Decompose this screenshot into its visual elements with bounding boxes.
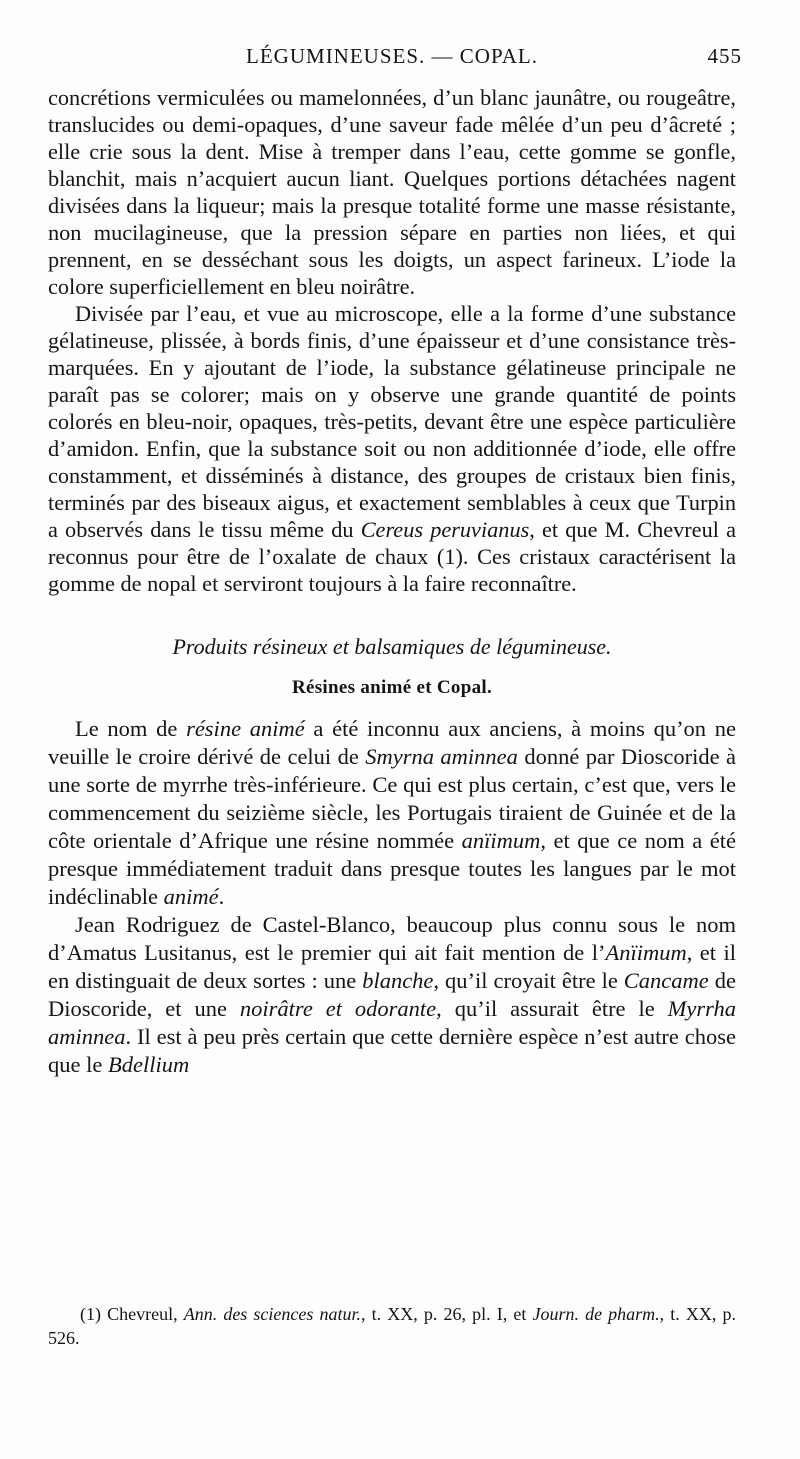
paragraph-group bbox=[48, 84, 736, 597]
paragraph-group bbox=[48, 715, 736, 1079]
page-number: 455 bbox=[707, 44, 742, 68]
section-title: Produits résineux et balsamiques de légumineuse. bbox=[172, 634, 612, 659]
page-body bbox=[48, 84, 736, 1079]
footnote: (1) Chevreul, Ann. des sciences natur., t. XX, p. 26, pl. I, et Journ. de pharm., t. XX, p. 526. bbox=[48, 1304, 737, 1348]
running-head: LÉGUMINEUSES. — COPAL. bbox=[246, 44, 538, 68]
paragraph-p4: Jean Rodriguez de Castel-Blanco, beaucoup plus connu sous le nom d’Amatus Lusitanus, est le premier qui ait fait mention de l’Anïimum, et il en distinguait de deux sortes : une blanche, qu’il croyait être le Cancame de Dioscoride, et une noirâtre et odorante, qu’il assurait être le Myrrha aminnea. Il est à peu près certain que cette dernière espèce n’est autre chose que le Bdellium bbox=[48, 912, 737, 1077]
paragraph-p2: Divisée par l’eau, et vue au microscope, elle a la forme d’une substance gélatineuse, plissée, à bords finis, d’une épaisseur et d’une consistance très-marquées. En y ajoutant de l’iode, la substance gélatineuse principale ne paraît pas se colorer; mais on y observe une grande quantité de points colorés en bleu-noir, opaques, très-petits, devant être une espèce particulière d’amidon. Enfin, que la substance soit ou non additionnée d’iode, elle offre constamment, et disséminés à distance, des groupes de cristaux bien finis, terminés par des biseaux aigus, et exactement semblables à ceux que Turpin a observés dans le tissu même du Cereus peruvianus, et que M. Chevreul a reconnus pour être de l’oxalate de chaux (1). Ces cristaux caractérisent la gomme de nopal et serviront toujours à la faire reconnaître. bbox=[48, 301, 736, 596]
page-header bbox=[48, 44, 742, 74]
paragraph-p3: Le nom de résine animé a été inconnu aux anciens, à moins qu’on ne veuille le croire dérivé de celui de Smyrna aminnea donné par Dioscoride à une sorte de myrrhe très-inférieure. Ce qui est plus certain, c’est que, vers le commencement du seizième siècle, les Portugais tiraient de Guinée et de la côte orientale d’Afrique une résine nommée anïimum, et que ce nom a été presque immédiatement traduit dans presque toutes les langues par le mot indéclinable animé. bbox=[48, 716, 736, 909]
subsection-title: Résines animé et Copal. bbox=[291, 677, 493, 698]
paragraph-p1: concrétions vermiculées ou mamelonnées, d’un blanc jaunâtre, ou rougeâtre, translucides ou demi-opaques, d’une saveur fade mêlée d’un peu d’âcreté ; elle crie sous la dent. Mise à tremper dans l’eau, cette gomme se gonfle, blanchit, mais n’acquiert aucun liant. Quelques portions détachées nagent divisées dans la liqueur; mais la presque totalité forme une masse résistante, non mucilagineuse, que la pression sépare en parties non liées, et qui prennent, en se desséchant sous les doigts, un aspect farineux. L’iode la colore superficiellement en bleu noirâtre. bbox=[48, 85, 736, 299]
